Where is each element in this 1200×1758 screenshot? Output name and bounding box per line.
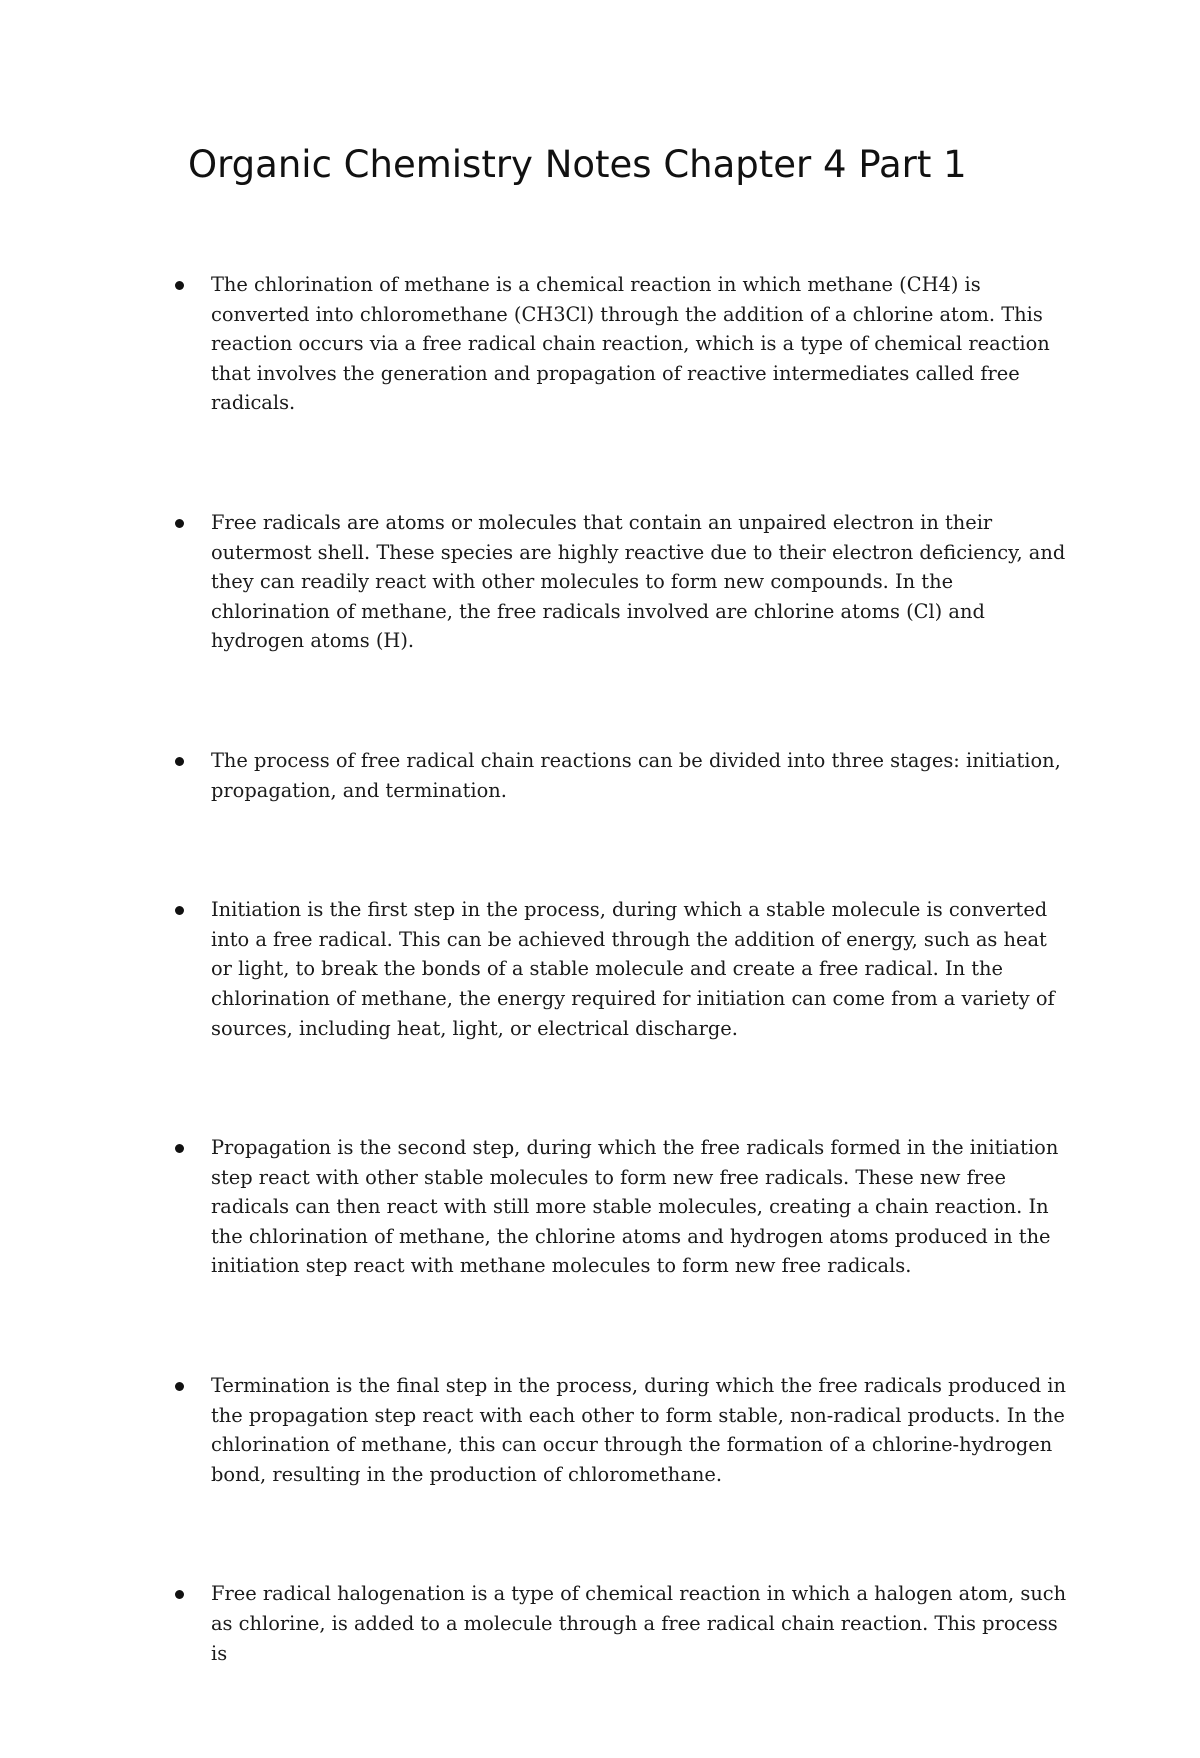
note-text: Free radicals are atoms or molecules that contain an unpaired electron in their outermost shell. These species are highly reactive due to their electron deficiency, and they can readily react with other molecules to form new compounds. In the chlorination of methane, the free radicals involved are chlorine atoms (Cl) and hydrogen atoms (H). xyxy=(211,510,1066,653)
note-text: Free radical halogenation is a type of chemical reaction in which a halogen atom, such as chlorine, is added to a molecule through a free radical chain reaction. This process is xyxy=(211,1582,1067,1665)
list-item xyxy=(0,508,1071,656)
list-item xyxy=(0,270,1071,418)
note-text: The process of free radical chain reactions can be divided into three stages: initiation, propagation, and termination. xyxy=(211,748,1061,802)
document-title: Organic Chemistry Notes Chapter 4 Part 1 xyxy=(188,143,967,186)
note-text: The chlorination of methane is a chemical reaction in which methane (CH4) is converted into chloromethane (CH3Cl) through the addition of a chlorine atom. This reaction occurs via a free radical chain reaction, which is a type of chemical reaction that involves the generation and propagation of reactive intermediates called free radicals. xyxy=(211,273,1050,415)
note-text: Propagation is the second step, during which the free radicals formed in the initiation step react with other stable molecules to form new free radicals. These new free radicals can then react with still more stable molecules, creating a chain reaction. In the chlorination of methane, the chlorine atoms and hydrogen atoms produced in the initiation step react with methane molecules to form new free radicals. xyxy=(211,1136,1059,1278)
bullet-icon xyxy=(175,1382,184,1391)
list-item xyxy=(0,746,1071,805)
bullet-icon xyxy=(175,1144,184,1153)
list-item xyxy=(0,1579,1071,1668)
note-text: Termination is the final step in the process, during which the free radicals produced in the propagation step react with each other to form stable, non-radical products. In the chlorination of methane, this can occur through the formation of a chlorine-hydrogen bond, resulting in the production of chloromethane. xyxy=(211,1374,1066,1486)
list-item xyxy=(0,1133,1071,1281)
bullet-icon xyxy=(175,906,184,915)
bullet-icon xyxy=(175,1590,184,1599)
list-item xyxy=(0,1371,1071,1489)
bullet-icon xyxy=(175,757,184,766)
list-item xyxy=(0,895,1071,1043)
bullet-icon xyxy=(175,519,184,528)
bullet-icon xyxy=(175,281,184,290)
notes-list xyxy=(0,270,1200,1758)
note-text: Initiation is the first step in the process, during which a stable molecule is converted into a free radical. This can be achieved through the addition of energy, such as heat or light, to break the bonds of a stable molecule and create a free radical. In the chlorination of methane, the energy required for initiation can come from a variety of sources, including heat, light, or electrical discharge. xyxy=(211,898,1055,1040)
